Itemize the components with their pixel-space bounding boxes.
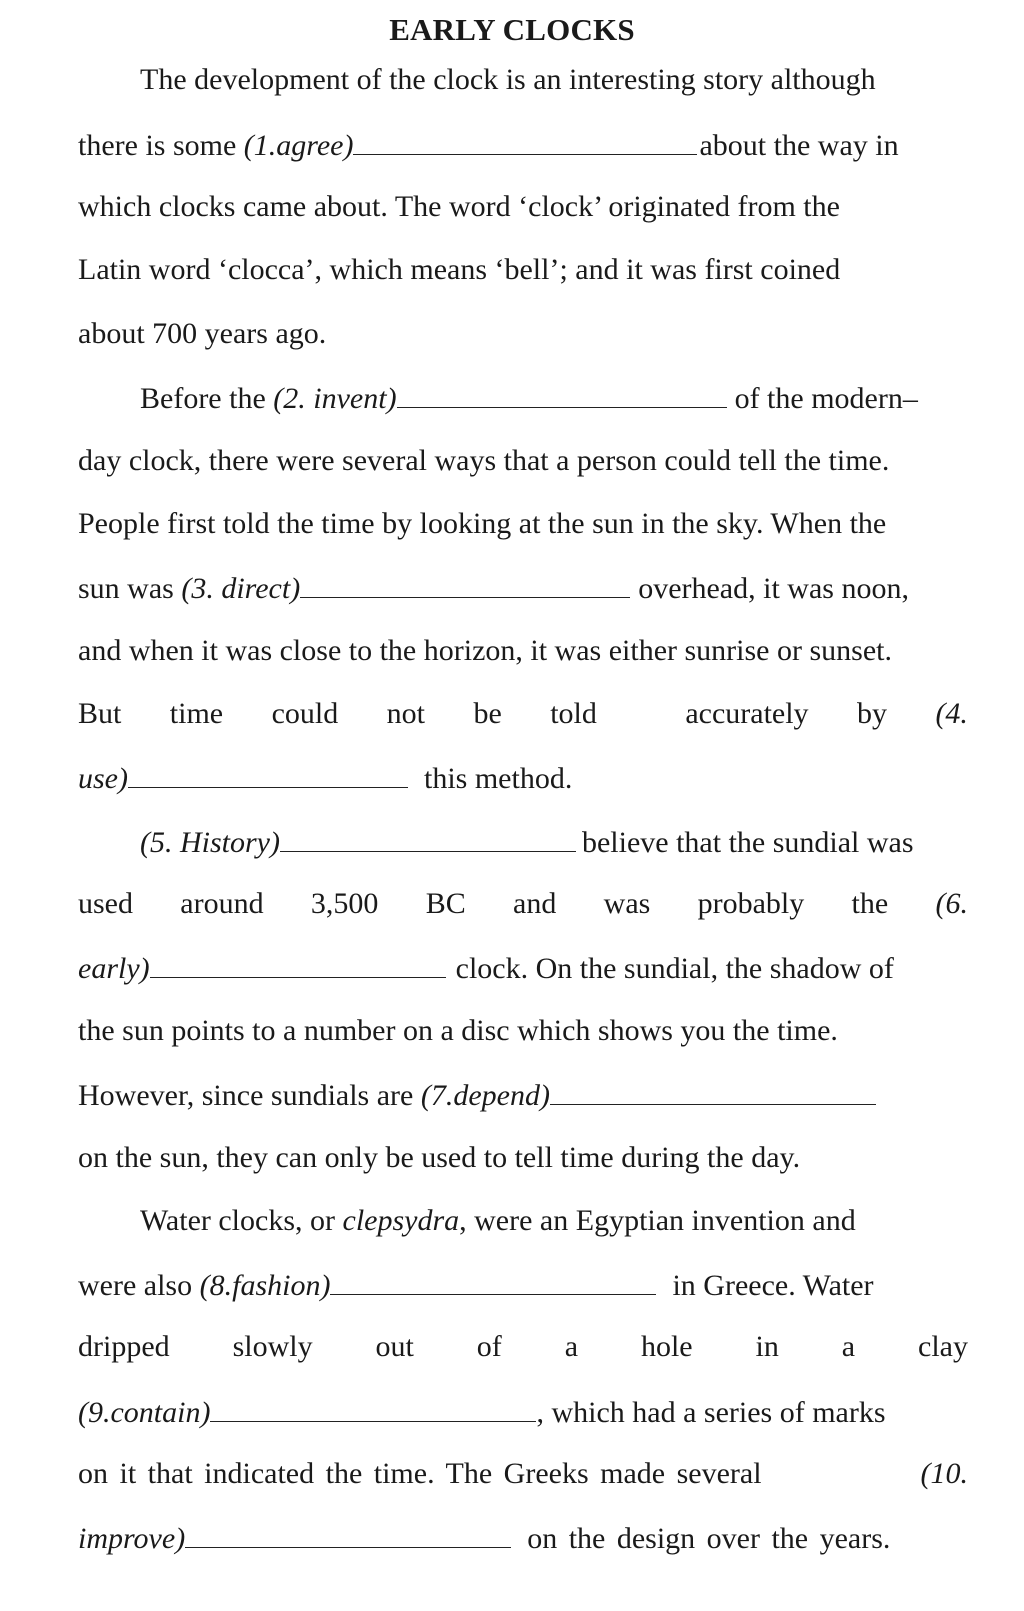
blank-9[interactable] bbox=[210, 1391, 536, 1422]
text-line-24 bbox=[78, 1517, 968, 1557]
word: told bbox=[550, 697, 597, 730]
gap-hint-10b: improve) bbox=[78, 1522, 186, 1555]
word: in bbox=[755, 1330, 779, 1363]
gap-hint-7: (7.depend) bbox=[420, 1079, 550, 1112]
gap-hint-6a: (6. bbox=[935, 887, 968, 920]
line-text: on the sun, they can only be used to tell time during the day. bbox=[78, 1141, 801, 1174]
italic-term: clepsydra bbox=[342, 1204, 460, 1237]
word: But bbox=[78, 697, 122, 730]
word: by bbox=[857, 697, 887, 730]
gap-hint-10a: (10. bbox=[920, 1457, 968, 1490]
blank-5[interactable] bbox=[280, 821, 576, 852]
line-text: the sun points to a number on a disc which shows you the time. bbox=[78, 1014, 838, 1047]
text-line-1 bbox=[140, 60, 968, 100]
word: could bbox=[271, 697, 339, 730]
line-text: in Greece. Water bbox=[672, 1269, 874, 1302]
text-line-10 bbox=[78, 631, 968, 671]
line-text: Latin word ‘clocca’, which means ‘bell’; and it was first coined bbox=[78, 253, 841, 286]
blank-6[interactable] bbox=[150, 947, 446, 978]
word: a bbox=[564, 1330, 579, 1363]
word: and bbox=[513, 887, 557, 920]
word: not bbox=[386, 697, 425, 730]
word: hole bbox=[640, 1330, 693, 1363]
blank-3[interactable] bbox=[300, 567, 630, 598]
blank-8[interactable] bbox=[330, 1264, 656, 1295]
text-line-6 bbox=[140, 377, 968, 417]
text-line-9 bbox=[78, 567, 968, 607]
text-line-16 bbox=[78, 1011, 968, 1051]
text-line-13 bbox=[140, 821, 968, 861]
line-text: overhead, it was noon, bbox=[638, 572, 909, 605]
line-text: clock. On the sundial, the shadow of bbox=[455, 952, 894, 985]
text-line-2 bbox=[78, 124, 968, 164]
text-line-11 bbox=[78, 694, 968, 734]
text-line-19 bbox=[140, 1201, 968, 1241]
word: accurately bbox=[685, 697, 809, 730]
text-line-5 bbox=[78, 314, 968, 354]
word: used bbox=[78, 887, 133, 920]
gap-hint-3: (3. direct) bbox=[181, 572, 301, 605]
line-text: Before the bbox=[140, 382, 266, 415]
word: probably bbox=[697, 887, 805, 920]
text-line-18 bbox=[78, 1138, 968, 1178]
gap-hint-6b: early) bbox=[78, 952, 150, 985]
word: the bbox=[851, 887, 889, 920]
text-line-8 bbox=[78, 504, 968, 544]
line-text: However, since sundials are bbox=[78, 1079, 414, 1112]
line-text: People first told the time by looking at the sun in the sky. When the bbox=[78, 507, 887, 540]
word: of bbox=[476, 1330, 502, 1363]
line-text: day clock, there were several ways that a person could tell the time. bbox=[78, 444, 890, 477]
line-text: on the design over the years. bbox=[527, 1522, 891, 1555]
gap-hint-9: (9.contain) bbox=[78, 1396, 211, 1429]
text-line-4 bbox=[78, 250, 968, 290]
word: time bbox=[169, 697, 224, 730]
text-line-14 bbox=[78, 884, 968, 924]
gap-hint-2: (2. invent) bbox=[273, 382, 397, 415]
word: a bbox=[841, 1330, 856, 1363]
word: 3,500 bbox=[310, 887, 379, 920]
line-text: there is some bbox=[78, 129, 237, 162]
line-text: and when it was close to the horizon, it was either sunrise or sunset. bbox=[78, 634, 892, 667]
gap-hint-8: (8.fashion) bbox=[199, 1269, 331, 1302]
word: out bbox=[375, 1330, 414, 1363]
word: slowly bbox=[232, 1330, 313, 1363]
word: BC bbox=[425, 887, 466, 920]
gap-hint-4b: use) bbox=[78, 762, 128, 795]
word: around bbox=[180, 887, 264, 920]
line-text: of the modern– bbox=[734, 382, 918, 415]
blank-10[interactable] bbox=[185, 1517, 511, 1548]
word: dripped bbox=[78, 1330, 170, 1363]
blank-4[interactable] bbox=[128, 757, 408, 788]
line-text: this method. bbox=[423, 762, 573, 795]
text-line-21 bbox=[78, 1327, 968, 1367]
text-line-20 bbox=[78, 1264, 968, 1304]
blank-1[interactable] bbox=[353, 124, 697, 155]
text-line-23 bbox=[78, 1454, 968, 1494]
text-line-7 bbox=[78, 441, 968, 481]
line-text: believe that the sundial was bbox=[581, 826, 914, 859]
gap-hint-5: (5. History) bbox=[140, 826, 280, 859]
line-text: were also bbox=[78, 1269, 193, 1302]
line-text: about the way in bbox=[699, 129, 899, 162]
text-line-17 bbox=[78, 1074, 968, 1114]
line-text: Water clocks, or bbox=[140, 1204, 335, 1237]
line-text: about 700 years ago. bbox=[78, 317, 327, 350]
gap-hint-1: (1.agree) bbox=[243, 129, 354, 162]
line-text: The development of the clock is an interesting story although bbox=[140, 63, 876, 96]
gap-hint-4a: (4. bbox=[935, 697, 968, 730]
line-text: , were an Egyptian invention and bbox=[459, 1204, 856, 1237]
word: be bbox=[473, 697, 502, 730]
line-text: on it that indicated the time. The Greeks made several bbox=[78, 1457, 762, 1490]
text-line-12 bbox=[78, 757, 968, 797]
text-line-15 bbox=[78, 947, 968, 987]
blank-2[interactable] bbox=[397, 377, 727, 408]
page-title: EARLY CLOCKS bbox=[389, 12, 635, 47]
text-line-22 bbox=[78, 1391, 968, 1431]
word: clay bbox=[918, 1330, 968, 1363]
line-text: sun was bbox=[78, 572, 174, 605]
blank-7[interactable] bbox=[550, 1074, 876, 1105]
line-text: which clocks came about. The word ‘clock’ originated from the bbox=[78, 190, 840, 223]
line-text: , which had a series of marks bbox=[536, 1396, 886, 1429]
word: was bbox=[603, 887, 651, 920]
text-line-3 bbox=[78, 187, 968, 227]
